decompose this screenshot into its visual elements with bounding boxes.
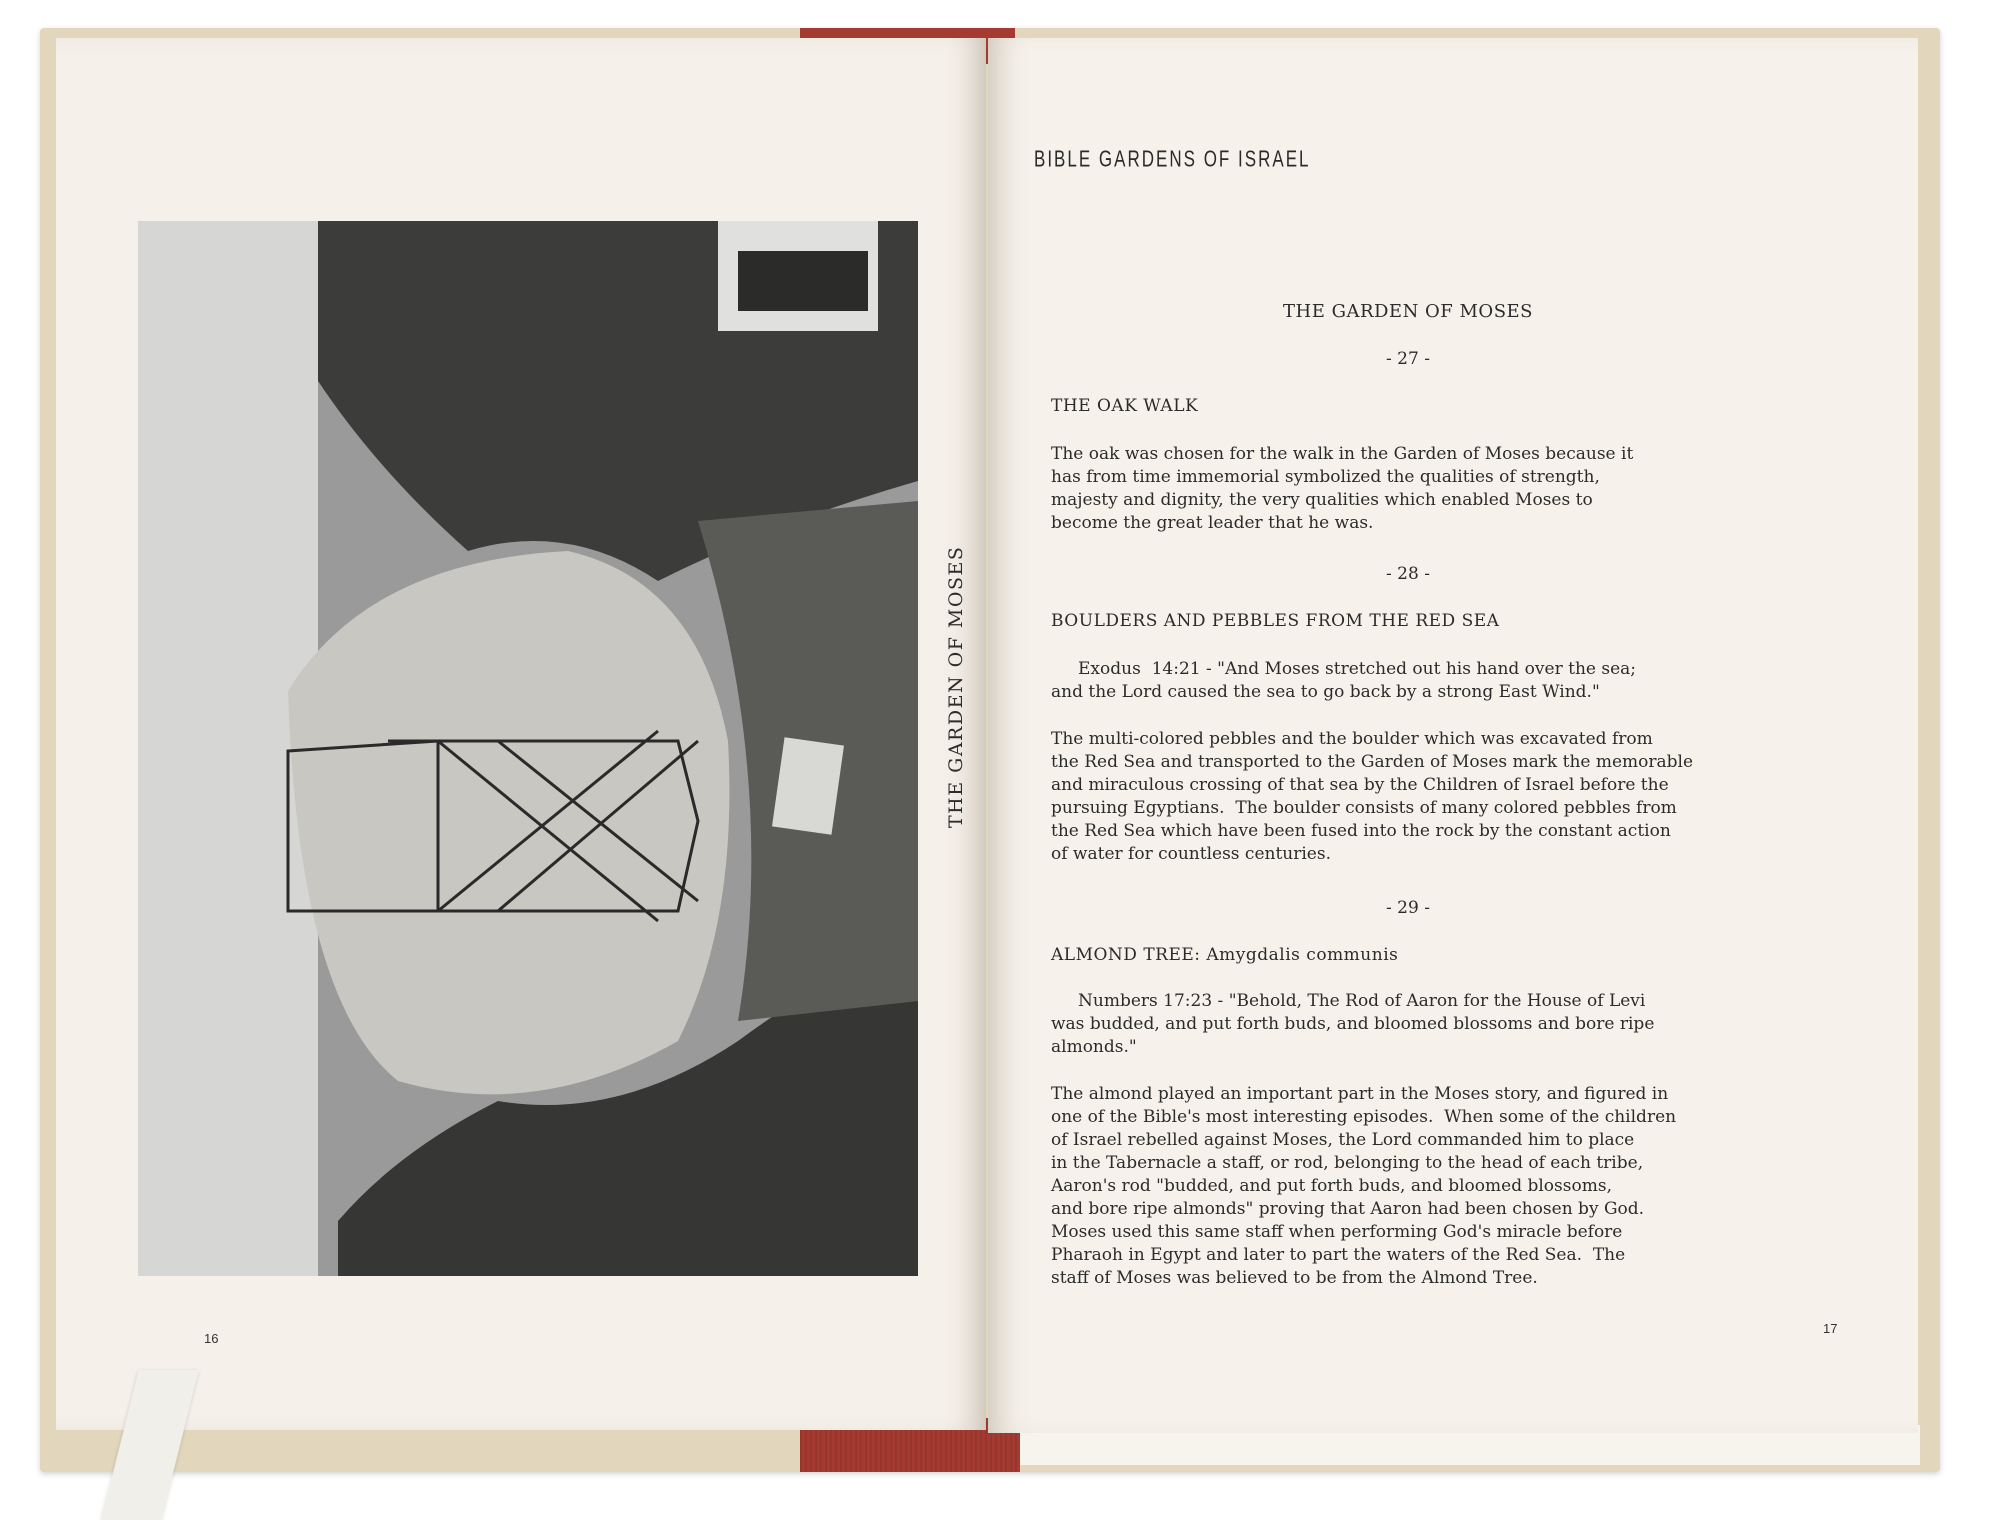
item-number-28: - 28 - [1386, 564, 1430, 584]
item-number-27: - 27 - [1386, 349, 1430, 369]
garden-photo-illustration [138, 221, 918, 1276]
page-number-right: 17 [1823, 1321, 1838, 1336]
section-heading-almond-tree: ALMOND TREE: Amygdalis communis [1051, 945, 1399, 965]
item-number-29: - 29 - [1386, 898, 1430, 918]
section-heading-oak-walk: THE OAK WALK [1051, 396, 1199, 416]
page-number-left: 16 [204, 1331, 219, 1346]
paragraph-exodus-quote: Exodus 14:21 - "And Moses stretched out his hand over the sea; and the Lord caused the sea to go back by a strong East Wind." [1051, 659, 1637, 702]
left-page: THE GARDEN OF MOSES 16 [56, 38, 986, 1430]
paragraph-boulders: The multi-colored pebbles and the boulder which was excavated from the Red Sea and transported to the Garden of Moses mark the memorable and miraculous crossing of that sea by the Children of Israel before the pursuing Egyptians. The boulder consists of many colored pebbles from the Red Sea which have been fused into the rock by the constant action of water for countless centuries. [1051, 729, 1694, 864]
paragraph-oak-walk: The oak was chosen for the walk in the Garden of Moses because it has from time immemorial symbolized the qualities of strength, majesty and dignity, the very qualities which enabled Moses to become the great leader that he was. [1051, 444, 1634, 533]
right-page [988, 38, 1918, 1433]
garden-photo [138, 221, 918, 1276]
paragraph-numbers-quote: Numbers 17:23 - "Behold, The Rod of Aaron for the House of Levi was budded, and put forth buds, and bloomed blossoms and bore ripe almonds." [1051, 991, 1655, 1057]
running-header: BIBLE GARDENS OF ISRAEL [1034, 146, 1311, 172]
section-heading-boulders: BOULDERS AND PEBBLES FROM THE RED SEA [1051, 611, 1500, 631]
page-title: THE GARDEN OF MOSES [1283, 301, 1533, 322]
paragraph-almond: The almond played an important part in the Moses story, and figured in one of the Bible's most interesting episodes. When some of the children of Israel rebelled against Moses, the Lord commanded him to place in the Tabernacle a staff, or rod, belonging to the head of each tribe, Aaron's rod "budded, and put forth buds, and bloomed blossoms, and bore ripe almonds" proving that Aaron had been chosen by God. Moses used this same staff when performing God's miracle before Pharaoh in Egypt and later to part the waters of the Red Sea. The staff of Moses was believed to be from the Almond Tree. [1051, 1084, 1677, 1288]
